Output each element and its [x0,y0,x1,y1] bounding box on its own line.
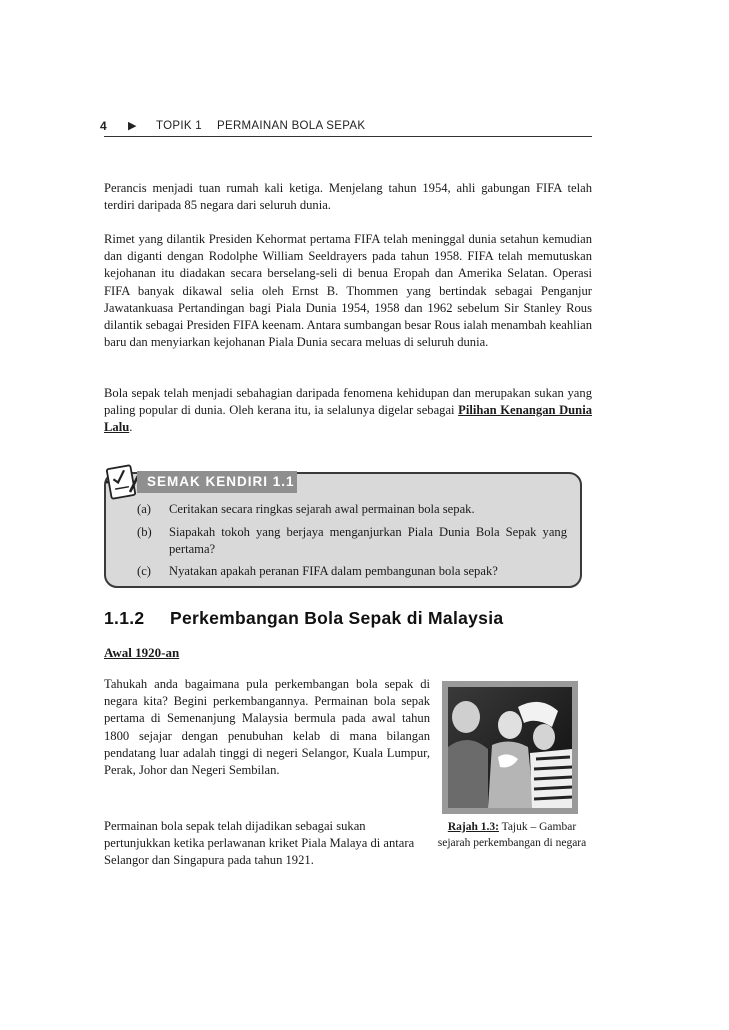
section-number: 1.1.2 [104,608,145,628]
question-label: (c) [137,564,151,578]
checklist-icon [102,462,142,502]
question-text: Siapakah tokoh yang berjaya menganjurkan Piala Dunia Bola Sepak yang pertama? [169,525,567,556]
question-label: (b) [137,525,152,539]
highlighted-term: Pilihan Kenangan Dunia Lalu [104,403,592,435]
paragraph-3-text: Bola sepak telah menjadi sebahagian daripada fenomena kehidupan dan merupakan sukan yang paling popular di dunia. Oleh kerana itu, ia selalunya digelar sebagai [104,386,592,418]
topic-label: TOPIK 1 [156,120,202,132]
figure-caption [436,819,588,851]
section-title: Perkembangan Bola Sepak di Malaysia [170,608,504,628]
figure-caption-text: Tajuk – Gambar sejarah perkembangan di negara [437,821,587,849]
paragraph-3-end: . [129,420,133,435]
sub-heading: Awal 1920-an [104,645,180,660]
topic-name: PERMAINAN BOLA SEPAK [217,120,366,132]
paragraph-2: Rimet yang dilantik Presiden Kehormat pertama FIFA telah meninggal dunia setahun kemudian dan diganti dengan Rodolphe William Seeldrayers pada tahun 1958. FIFA telah memutuskan kejohanan itu diadakan secara berselang-seli di benua Eropah dan Amerika Selatan. Operasi FIFA banyak dikawal selia oleh Ernst B. Thommen yang bertindak sebagai Penganjur Jawatankuasa Pertandingan bagi Piala Dunia 1954, 1958 dan 1962 sebelum Sir Stanley Rous dilantik sebagai Presiden FIFA keenam. Antara sumbangan besar Rous ialah menambah keahlian baru dan menyiarkan kejohanan Piala Dunia secara meluas di seluruh dunia. [104,232,592,350]
self-check-title: SEMAK KENDIRI 1.1 [137,471,297,493]
question-text: Ceritakan secara ringkas sejarah awal permainan bola sepak. [169,502,475,516]
paragraph-3 [104,385,592,437]
page-number: 4 [100,119,107,133]
paragraph-4: Tahukah anda bagaimana pula perkembangan bola sepak di negara kita? Begini perkembangannya. Permainan bola sepak pertama di Semenanjung Malaysia bermula pada awal tahun 1800 sejajar dengan penubuhan kelab di mana bilangan pendatang luar adalah tinggi di negeri Selangor, Kuala Lumpur, Perak, Johor dan Negeri Sembilan. [104,677,430,778]
section-heading [104,608,503,629]
paragraph-1: Perancis menjadi tuan rumah kali ketiga. Menjelang tahun 1954, ahli gabungan FIFA telah terdiri daripada 85 negara dari seluruh dunia. [104,181,592,213]
paragraph-5: Permainan bola sepak telah dijadikan sebagai sukan pertunjukkan ketika perlawanan kriket Piala Malaya di antara Selangor dan Singapura pada tahun 1921. [104,819,415,868]
question-label: (a) [137,502,151,516]
question-text: Nyatakan apakah peranan FIFA dalam pembangunan bola sepak? [169,564,498,578]
arrow-right-icon: ▶ [128,120,137,132]
page-header [100,119,592,137]
figure-label: Rajah 1.3: [447,821,499,833]
historical-photo [442,681,578,814]
